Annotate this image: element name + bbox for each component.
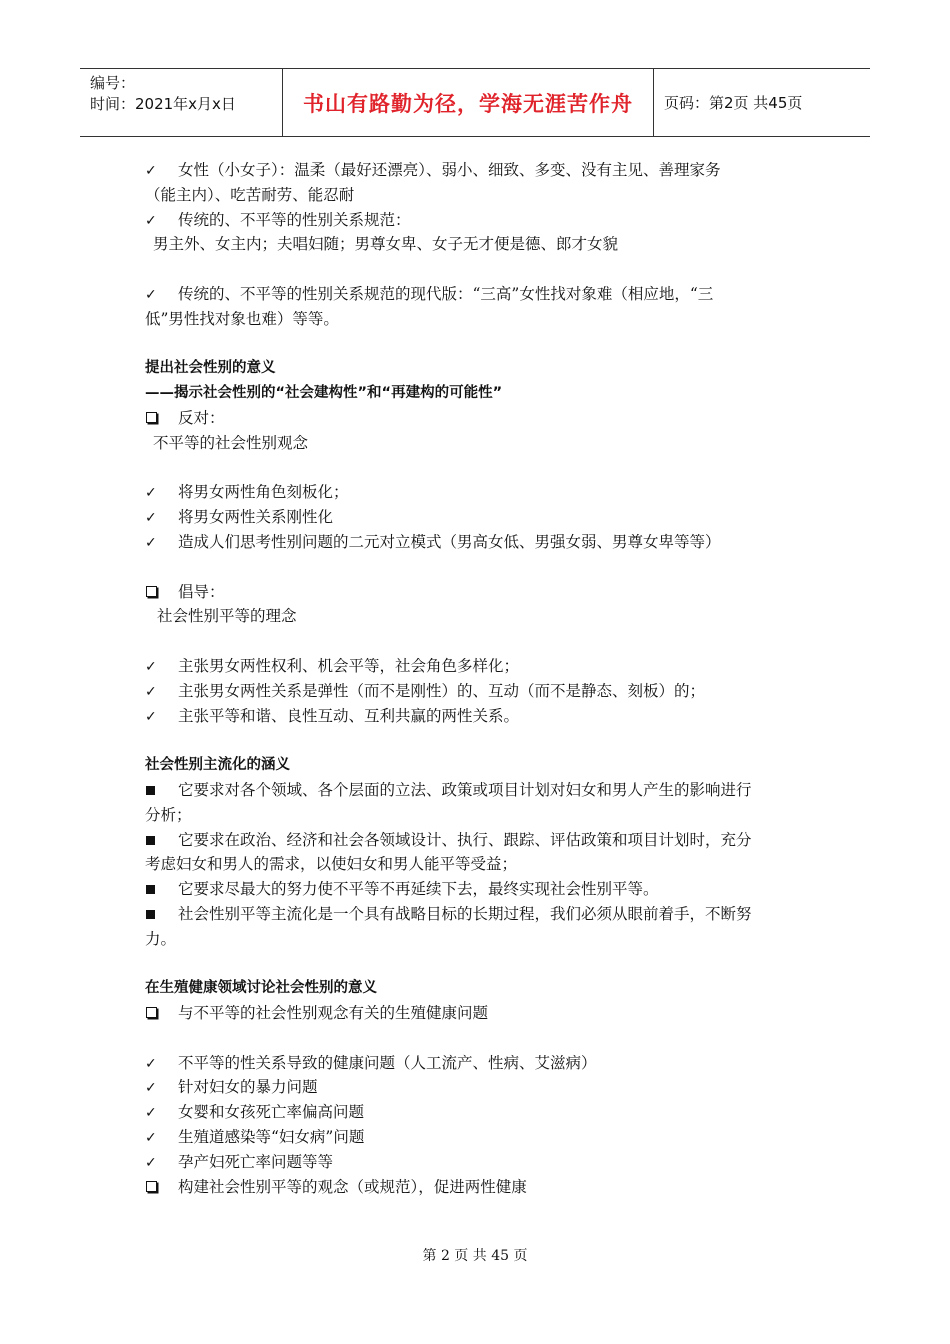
square-bullet-icon — [145, 828, 178, 853]
list-item: 社会性别平等主流化是一个具有战略目标的长期过程，我们必须从眼前着手，不断努 — [145, 902, 810, 927]
check-icon: ✓ — [145, 658, 157, 675]
check-icon: ✓ — [145, 1130, 157, 1147]
list-item: ✓ 生殖道感染等“妇女病”问题 — [145, 1125, 810, 1150]
list-item: 与不平等的社会性别观念有关的生殖健康问题 — [145, 1001, 810, 1026]
list-item: 它要求对各个领域、各个层面的立法、政策或项目计划对妇女和男人产生的影响进行 — [145, 778, 810, 803]
check-icon: ✓ — [145, 1080, 157, 1097]
checkbox-icon — [145, 1175, 178, 1200]
continuation-line: 分析； — [145, 805, 192, 824]
list-item: ✓ 不平等的性关系导致的健康问题（人工流产、性病、艾滋病） — [145, 1051, 810, 1076]
checkbox-icon — [145, 580, 178, 605]
list-item: 它要求尽最大的努力使不平等不再延续下去，最终实现社会性别平等。 — [145, 877, 810, 902]
list-item: ✓ 造成人们思考性别问题的二元对立模式（男高女低、男强女弱、男尊女卑等等） — [145, 530, 810, 555]
check-icon: ✓ — [145, 683, 157, 700]
list-item: ✓ 女性（小女子）：温柔（最好还漂亮）、弱小、细致、多变、没有主见、善理家务 — [145, 158, 810, 183]
number-label: 编号： — [90, 74, 136, 92]
list-item: 倡导： — [145, 580, 810, 605]
square-bullet-icon — [145, 778, 178, 803]
check-icon: ✓ — [145, 708, 157, 725]
list-item: ✓ 传统的、不平等的性别关系规范： — [145, 208, 810, 233]
section-heading: 在生殖健康领域讨论社会性别的意义 — [145, 980, 377, 997]
list-item: 它要求在政治、经济和社会各领域设计、执行、跟踪、评估政策和项目计划时，充分 — [145, 828, 810, 853]
list-item: ✓ 主张男女两性权利、机会平等，社会角色多样化； — [145, 654, 810, 679]
check-icon: ✓ — [145, 212, 157, 229]
list-item: ✓ 传统的、不平等的性别关系规范的现代版：“三高”女性找对象难（相应地，“三 — [145, 282, 810, 307]
paragraph-line: 男主外、女主内；夫唱妇随；男尊女卑、女子无才便是德、郎才女貌 — [153, 235, 619, 254]
check-icon: ✓ — [145, 510, 157, 527]
list-item: ✓ 女婴和女孩死亡率偏高问题 — [145, 1100, 810, 1125]
list-item: ✓ 主张平等和谐、良性互动、互利共赢的两性关系。 — [145, 704, 810, 729]
section-subheading: ——揭示社会性别的“社会建构性”和“再建构的可能性” — [145, 385, 503, 402]
check-icon: ✓ — [145, 485, 157, 502]
continuation-line: 力。 — [145, 929, 177, 948]
continuation-line: 考虑妇女和男人的需求，以使妇女和男人能平等受益； — [145, 855, 518, 874]
header-motto: 书山有路勤为径，学海无涯苦作舟 — [283, 69, 654, 136]
continuation-line: （能主内）、吃苦耐劳、能忍耐 — [145, 185, 355, 204]
paragraph-line: 不平等的社会性别观念 — [153, 433, 309, 452]
continuation-line: 低”男性找对象也难）等等。 — [145, 309, 339, 328]
check-icon: ✓ — [145, 1055, 157, 1072]
list-item: ✓ 将男女两性关系刚性化 — [145, 505, 810, 530]
list-item: 构建社会性别平等的观念（或规范），促进两性健康 — [145, 1175, 810, 1200]
list-item: ✓ 将男女两性角色刻板化； — [145, 480, 810, 505]
page-header — [80, 68, 870, 137]
checkbox-icon — [145, 406, 178, 431]
list-item: ✓ 主张男女两性关系是弹性（而不是刚性）的、互动（而不是静态、刻板）的； — [145, 679, 810, 704]
square-bullet-icon — [145, 902, 178, 927]
check-icon: ✓ — [145, 1105, 157, 1122]
paragraph-line: 社会性别平等的理念 — [157, 607, 297, 626]
header-page-info: 页码：第2页 共45页 — [664, 94, 803, 112]
page-footer: 第 2 页 共 45 页 — [422, 1248, 528, 1264]
square-bullet-icon — [145, 877, 178, 902]
section-heading: 提出社会性别的意义 — [145, 360, 276, 377]
checkbox-icon — [145, 1001, 178, 1026]
check-icon: ✓ — [145, 534, 157, 551]
section-heading: 社会性别主流化的涵义 — [145, 757, 290, 774]
check-icon: ✓ — [145, 1154, 157, 1171]
check-icon: ✓ — [145, 163, 157, 179]
time-label: 时间：2021年x月x日 — [90, 95, 236, 113]
header-meta — [80, 69, 283, 136]
document-body — [145, 158, 810, 1199]
check-icon: ✓ — [145, 286, 157, 303]
list-item: ✓ 孕产妇死亡率问题等等 — [145, 1150, 810, 1175]
list-item: 反对： — [145, 406, 810, 431]
list-item: ✓ 针对妇女的暴力问题 — [145, 1075, 810, 1100]
